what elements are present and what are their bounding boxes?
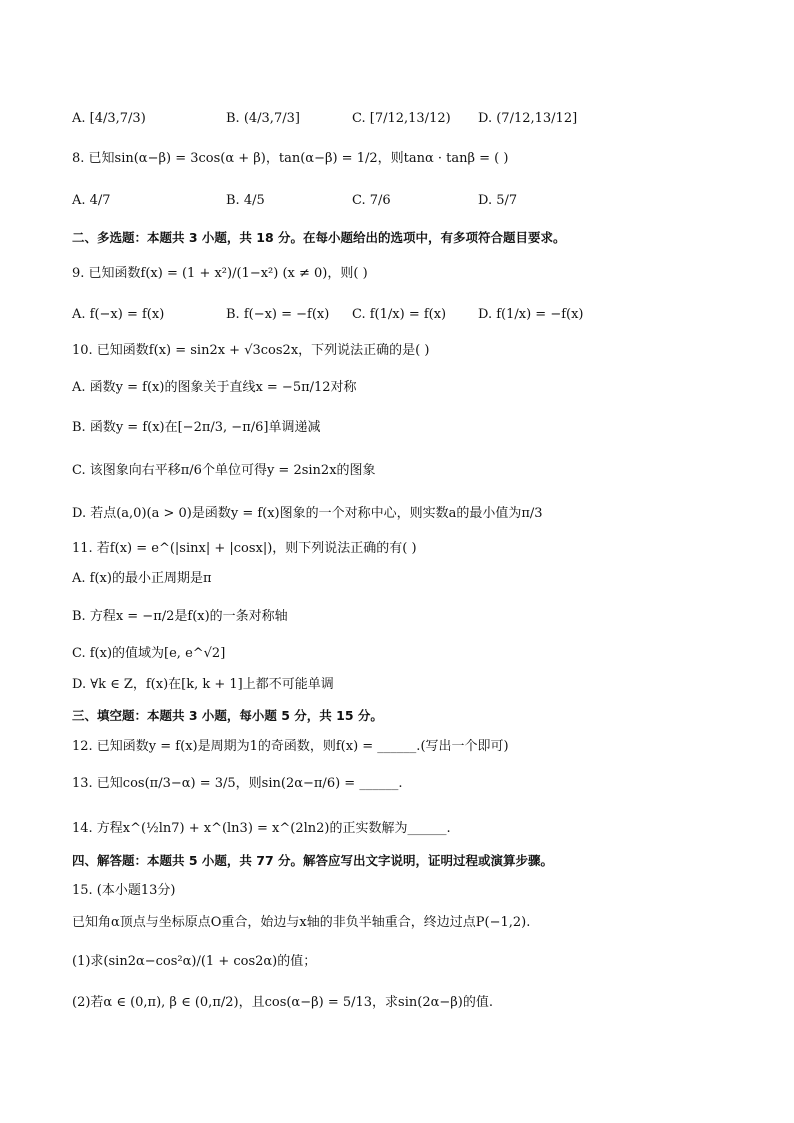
q15-part2: (2)若α ∈ (0,π), β ∈ (0,π/2)，且cos(α−β) = 5/13，求sin(2α−β)的值.	[72, 995, 493, 1010]
q8-option-b: B. 4/5	[226, 193, 265, 208]
q15-part1: (1)求(sin2α−cos²α)/(1 + cos2α)的值；	[72, 954, 317, 969]
q7-option-c: C. [7/12,13/12)	[352, 111, 451, 126]
q14-stem: 14. 方程x^(½ln7) + x^(ln3) = x^(2ln2)的正实数解为______.	[72, 821, 451, 836]
q11-stem: 11. 若f(x) = e^(|sinx| + |cosx|)，则下列说法正确的有( )	[72, 541, 417, 556]
q9-stem: 9. 已知函数f(x) = (1 + x²)/(1−x²) (x ≠ 0)，则( )	[72, 266, 368, 281]
section-solve-heading: 四、解答题：本题共 5 小题，共 77 分。解答应写出文字说明，证明过程或演算步骤。	[72, 853, 554, 868]
q7-option-d: D. (7/12,13/12]	[478, 111, 578, 126]
q15-title: 15. (本小题13分)	[72, 883, 176, 898]
q11-option-a: A. f(x)的最小正周期是π	[72, 571, 212, 586]
q10-stem: 10. 已知函数f(x) = sin2x + √3cos2x，下列说法正确的是( )	[72, 343, 430, 358]
q8-option-a: A. 4/7	[72, 193, 111, 208]
q10-option-a: A. 函数y = f(x)的图象关于直线x = −5π/12对称	[72, 380, 357, 395]
q9-option-b: B. f(−x) = −f(x)	[226, 307, 330, 322]
q10-option-b: B. 函数y = f(x)在[−2π/3, −π/6]单调递减	[72, 420, 321, 435]
q10-option-d: D. 若点(a,0)(a > 0)是函数y = f(x)图象的一个对称中心，则实数a的最小值为π/3	[72, 506, 543, 521]
section-multi-choice-heading: 二、多选题：本题共 3 小题，共 18 分。在每小题给出的选项中，有多项符合题目要求。	[72, 230, 566, 245]
section-fill-blank-heading: 三、填空题：本题共 3 小题，每小题 5 分，共 15 分。	[72, 708, 383, 723]
q8-stem: 8. 已知sin(α−β) = 3cos(α + β)，tan(α−β) = 1/2，则tanα · tanβ = ( )	[72, 151, 509, 166]
q8-option-c: C. 7/6	[352, 193, 391, 208]
q7-option-b: B. (4/3,7/3]	[226, 111, 300, 126]
q11-option-c: C. f(x)的值域为[e, e^√2]	[72, 646, 226, 661]
q10-option-c: C. 该图象向右平移π/6个单位可得y = 2sin2x的图象	[72, 463, 376, 478]
q9-option-a: A. f(−x) = f(x)	[72, 307, 165, 322]
q9-option-c: C. f(1/x) = f(x)	[352, 307, 447, 322]
q11-option-d: D. ∀k ∈ Z，f(x)在[k, k + 1]上都不可能单调	[72, 677, 334, 692]
q12-stem: 12. 已知函数y = f(x)是周期为1的奇函数，则f(x) = ______.(写出一个即可)	[72, 739, 509, 754]
q15-stem: 已知角α顶点与坐标原点O重合，始边与x轴的非负半轴重合，终边过点P(−1,2).	[72, 915, 531, 930]
q11-option-b: B. 方程x = −π/2是f(x)的一条对称轴	[72, 609, 288, 624]
q9-option-d: D. f(1/x) = −f(x)	[478, 307, 584, 322]
q7-option-a: A. [4/3,7/3)	[72, 111, 146, 126]
q8-option-d: D. 5/7	[478, 193, 518, 208]
q13-stem: 13. 已知cos(π/3−α) = 3/5，则sin(2α−π/6) = ______.	[72, 776, 403, 791]
